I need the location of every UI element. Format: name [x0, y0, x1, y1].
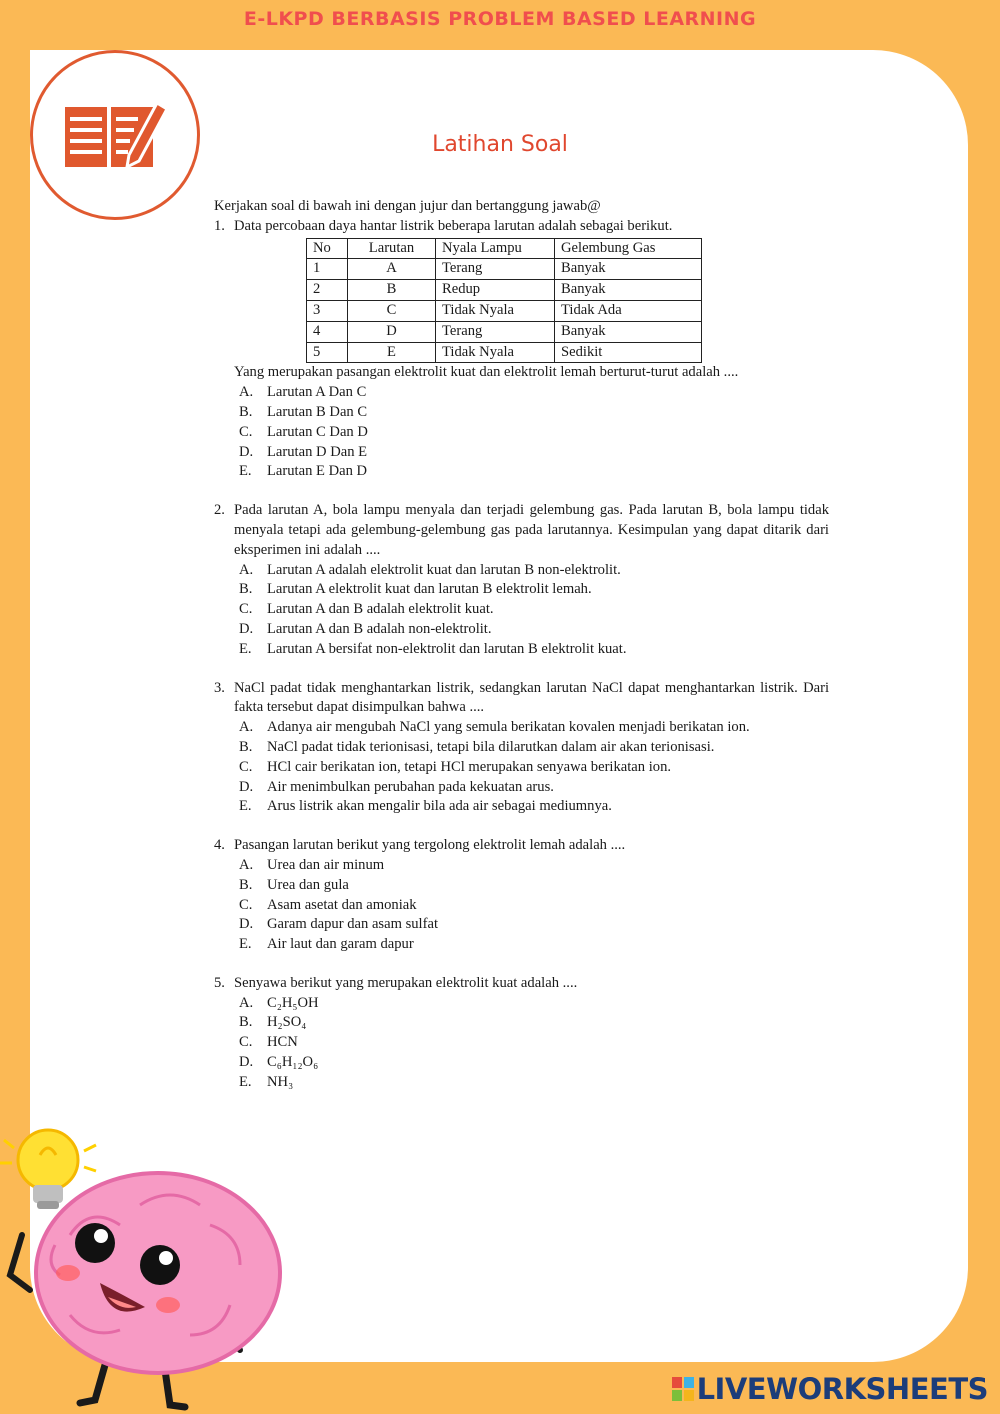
option-letter: C.	[239, 601, 253, 618]
column-header: No	[307, 238, 348, 259]
option-e[interactable]	[214, 935, 829, 955]
table-cell: Tidak Nyala	[436, 342, 555, 363]
question-4	[214, 836, 829, 856]
option-letter: D.	[239, 916, 254, 933]
question-1	[214, 217, 829, 237]
option-letter: A.	[239, 384, 254, 401]
table-cell: Banyak	[555, 259, 702, 280]
option-d[interactable]	[214, 443, 829, 463]
option-b[interactable]	[214, 738, 829, 758]
option-text: Larutan A dan B adalah elektrolit kuat.	[267, 601, 494, 618]
option-letter: D.	[239, 1054, 254, 1071]
option-text: Urea dan air minum	[267, 856, 385, 873]
option-text: HCl cair berikatan ion, tetapi HCl merupakan senyawa berikatan ion.	[267, 758, 672, 775]
question-number: 5.	[214, 974, 225, 991]
question-followup	[214, 363, 829, 383]
option-letter: D.	[239, 778, 254, 795]
question-2	[214, 501, 829, 560]
option-b[interactable]	[214, 876, 829, 896]
option-c[interactable]	[214, 896, 829, 916]
option-text: Larutan C Dan D	[267, 423, 368, 440]
question-followup-text: Yang merupakan pasangan elektrolit kuat dan elektrolit lemah berturut-turut adalah ....	[234, 364, 739, 381]
question-number: 1.	[214, 217, 225, 234]
table-cell: 1	[307, 259, 348, 280]
option-letter: A.	[239, 856, 254, 873]
question-text: NaCl padat tidak menghantarkan listrik, sedangkan larutan NaCl dapat menghantarkan listrik. Dari fakta tersebut dapat disimpulkan bahwa ....	[234, 679, 829, 716]
option-e[interactable]	[214, 1073, 829, 1093]
data-table	[306, 238, 702, 364]
option-letter: B.	[239, 403, 253, 420]
question-number: 3.	[214, 679, 225, 696]
option-letter: E.	[239, 936, 252, 953]
table-row	[307, 280, 702, 301]
question-text: Senyawa berikut yang merupakan elektrolit kuat adalah ....	[234, 974, 578, 991]
option-letter: D.	[239, 620, 254, 637]
option-letter: A.	[239, 561, 254, 578]
table-cell: Banyak	[555, 321, 702, 342]
option-text: Asam asetat dan amoniak	[267, 896, 417, 913]
option-text: Larutan E Dan D	[267, 463, 368, 480]
option-text: Adanya air mengubah NaCl yang semula berikatan kovalen menjadi berikatan ion.	[267, 719, 750, 736]
option-c[interactable]	[214, 423, 829, 443]
question-text: Pada larutan A, bola lampu menyala dan terjadi gelembung gas. Pada larutan B, bola lampu tidak menyala tetapi ada gelembung-gelembung gas pada larutannya. Kesimpulan yang dapat ditarik dari eksperimen ini adalah ....	[234, 502, 829, 558]
table-cell: 4	[307, 321, 348, 342]
option-letter: B.	[239, 1014, 253, 1031]
option-letter: B.	[239, 876, 253, 893]
question-number: 2.	[214, 502, 225, 519]
option-text: NH₃	[267, 1073, 294, 1090]
option-c[interactable]	[214, 758, 829, 778]
table-row	[307, 342, 702, 363]
option-letter: E.	[239, 640, 252, 657]
column-header: Gelembung Gas	[555, 238, 702, 259]
table-cell: C	[348, 300, 436, 321]
option-text: Larutan D Dan E	[267, 443, 368, 460]
option-text: Larutan A dan B adalah non-elektrolit.	[267, 620, 492, 637]
table-cell: Tidak Nyala	[436, 300, 555, 321]
option-a[interactable]	[214, 856, 829, 876]
table-cell: Banyak	[555, 280, 702, 301]
page-title: Latihan Soal	[432, 132, 568, 157]
table-cell: Redup	[436, 280, 555, 301]
table-header-row	[307, 238, 702, 259]
option-text: Larutan A adalah elektrolit kuat dan larutan B non-elektrolit.	[267, 561, 621, 578]
option-text: Larutan A Dan C	[267, 384, 367, 401]
table-cell: 3	[307, 300, 348, 321]
option-text: Air laut dan garam dapur	[267, 936, 414, 953]
option-text: Larutan A elektrolit kuat dan larutan B elektrolit lemah.	[267, 581, 592, 598]
option-letter: B.	[239, 738, 253, 755]
brand-text: LIVEWORKSHEETS	[696, 1372, 988, 1406]
option-d[interactable]	[214, 620, 829, 640]
table-cell: Terang	[436, 321, 555, 342]
table-cell: Tidak Ada	[555, 300, 702, 321]
option-a[interactable]	[214, 561, 829, 581]
liveworksheets-logo-icon	[672, 1377, 694, 1401]
option-text: Garam dapur dan asam sulfat	[267, 916, 439, 933]
option-d[interactable]	[214, 778, 829, 798]
option-a[interactable]	[214, 994, 829, 1014]
option-text: Larutan B Dan C	[267, 403, 368, 420]
option-letter: C.	[239, 1034, 253, 1051]
option-c[interactable]	[214, 600, 829, 620]
option-d[interactable]	[214, 915, 829, 935]
option-e[interactable]	[214, 797, 829, 817]
question-5	[214, 974, 829, 994]
option-letter: B.	[239, 581, 253, 598]
option-c[interactable]	[214, 1033, 829, 1053]
option-text: NaCl padat tidak terionisasi, tetapi bila dilarutkan dalam air akan terionisasi.	[267, 738, 715, 755]
liveworksheets-logo	[672, 1372, 988, 1406]
question-3	[214, 679, 829, 719]
table-cell: Sedikit	[555, 342, 702, 363]
question-text: Pasangan larutan berikut yang tergolong elektrolit lemah adalah ....	[234, 837, 626, 854]
option-letter: E.	[239, 463, 252, 480]
option-text: HCN	[267, 1034, 298, 1051]
header-banner: E-LKPD BERBASIS PROBLEM BASED LEARNING	[243, 8, 757, 30]
option-text: C₂H₅OH	[267, 994, 319, 1011]
column-header: Larutan	[348, 238, 436, 259]
option-e[interactable]	[214, 462, 829, 482]
question-list	[214, 197, 829, 1093]
table-row	[307, 300, 702, 321]
option-b[interactable]	[214, 1013, 829, 1033]
table-row	[307, 321, 702, 342]
table-cell: D	[348, 321, 436, 342]
question-text: Data percobaan daya hantar listrik beberapa larutan adalah sebagai berikut.	[234, 217, 673, 234]
option-text: Larutan A bersifat non-elektrolit dan larutan B elektrolit kuat.	[267, 640, 627, 657]
option-letter: E.	[239, 1073, 252, 1090]
table-cell: Terang	[436, 259, 555, 280]
option-a[interactable]	[214, 383, 829, 403]
table-cell: 5	[307, 342, 348, 363]
option-a[interactable]	[214, 718, 829, 738]
table-cell: A	[348, 259, 436, 280]
option-letter: D.	[239, 443, 254, 460]
option-b[interactable]	[214, 580, 829, 600]
option-letter: E.	[239, 798, 252, 815]
option-letter: A.	[239, 994, 254, 1011]
column-header: Nyala Lampu	[436, 238, 555, 259]
option-letter: C.	[239, 758, 253, 775]
option-d[interactable]	[214, 1053, 829, 1073]
option-b[interactable]	[214, 403, 829, 423]
table-cell: E	[348, 342, 436, 363]
option-text: Urea dan gula	[267, 876, 349, 893]
option-e[interactable]	[214, 640, 829, 660]
instruction-text: Kerjakan soal di bawah ini dengan jujur dan bertanggung jawab@	[214, 198, 601, 214]
table-row	[307, 259, 702, 280]
question-number: 4.	[214, 837, 225, 854]
option-text: C₆H₁₂O₆	[267, 1054, 319, 1071]
option-text: Air menimbulkan perubahan pada kekuatan arus.	[267, 778, 554, 795]
option-letter: C.	[239, 423, 253, 440]
brain-mascot-icon	[0, 1115, 300, 1414]
option-letter: A.	[239, 719, 254, 736]
table-cell: B	[348, 280, 436, 301]
option-letter: C.	[239, 896, 253, 913]
option-text: Arus listrik akan mengalir bila ada air sebagai mediumnya.	[267, 798, 612, 815]
table-cell: 2	[307, 280, 348, 301]
option-text: H₂SO₄	[267, 1014, 307, 1031]
